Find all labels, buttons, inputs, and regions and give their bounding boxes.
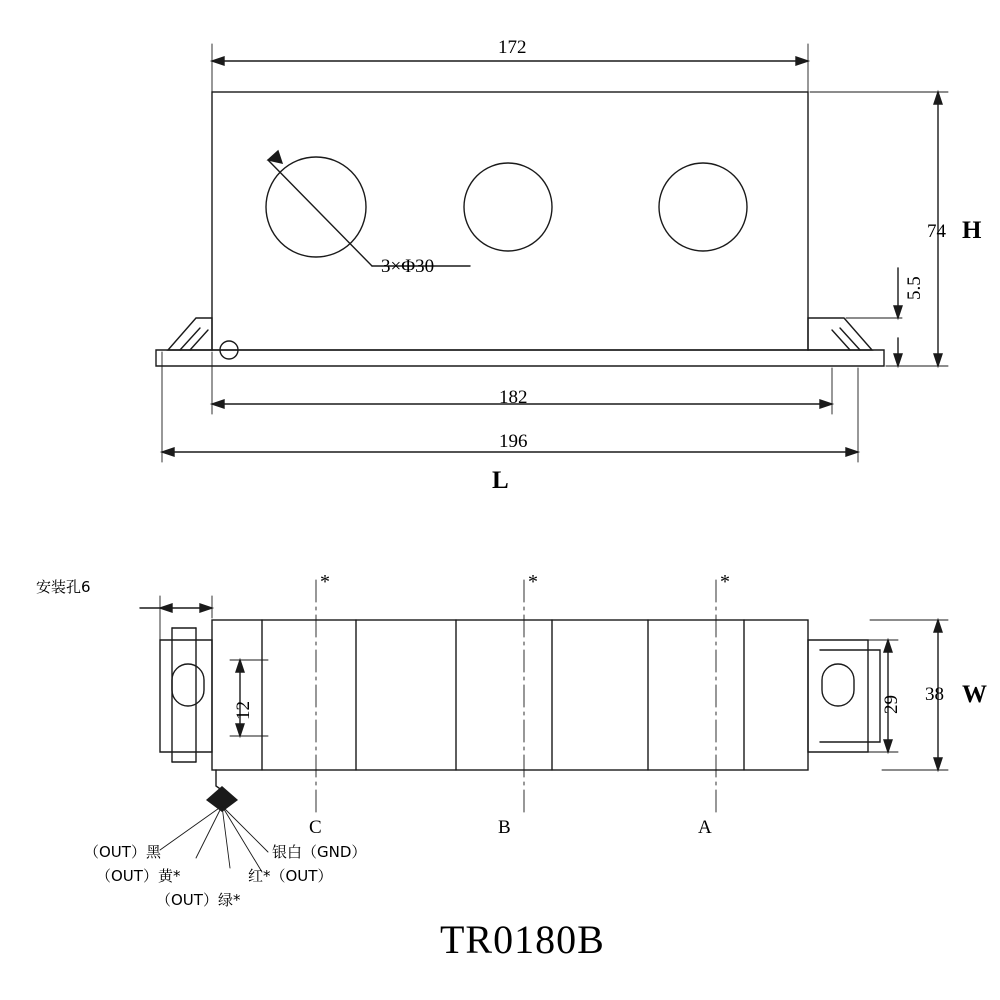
wire-label-red-out: 红*（OUT） — [248, 867, 333, 885]
dim-label-172: 172 — [498, 37, 527, 58]
dim-label-29: 29 — [881, 695, 902, 714]
hole-c — [266, 157, 366, 257]
top-body-outline — [212, 620, 808, 770]
letter-w: W — [962, 681, 987, 708]
letter-h: H — [962, 217, 982, 244]
phase-mark-b: * — [528, 571, 538, 593]
front-base-plate — [156, 350, 884, 366]
front-body-outline — [212, 92, 808, 350]
phase-label-a: A — [698, 817, 712, 838]
dim-label-12: 12 — [233, 701, 254, 720]
phase-label-b: B — [498, 817, 511, 838]
dim-label-38: 38 — [925, 684, 944, 705]
front-left-foot — [168, 318, 212, 350]
wire-label-yellow: （OUT）黄* — [96, 867, 181, 885]
mounting-hole-label: 安装孔6 — [36, 578, 91, 596]
drawing-title: TR0180B — [440, 917, 605, 962]
wire-label-silver-gnd: 银白（GND） — [272, 843, 367, 861]
front-right-foot — [808, 318, 872, 350]
top-left-slot — [172, 664, 204, 706]
top-right-slot — [822, 664, 854, 706]
letter-l: L — [492, 467, 509, 494]
top-left-bracket — [160, 640, 212, 752]
phase-mark-a: * — [720, 571, 730, 593]
dim-label-74: 74 — [927, 221, 946, 242]
top-right-bracket — [808, 640, 868, 752]
phase-mark-c: * — [320, 571, 330, 593]
phase-label-c: C — [309, 817, 322, 838]
wire-label-black: （OUT）黑 — [84, 843, 161, 861]
wire-label-green: （OUT）绿* — [156, 891, 241, 909]
dim-label-196: 196 — [499, 431, 528, 452]
holes-note-label: 3×Φ30 — [381, 256, 435, 277]
hole-b — [464, 163, 552, 251]
hole-a — [659, 163, 747, 251]
holes-leader — [268, 160, 372, 266]
dim-label-182: 182 — [499, 387, 528, 408]
dim-label-5-5: 5.5 — [904, 276, 925, 300]
